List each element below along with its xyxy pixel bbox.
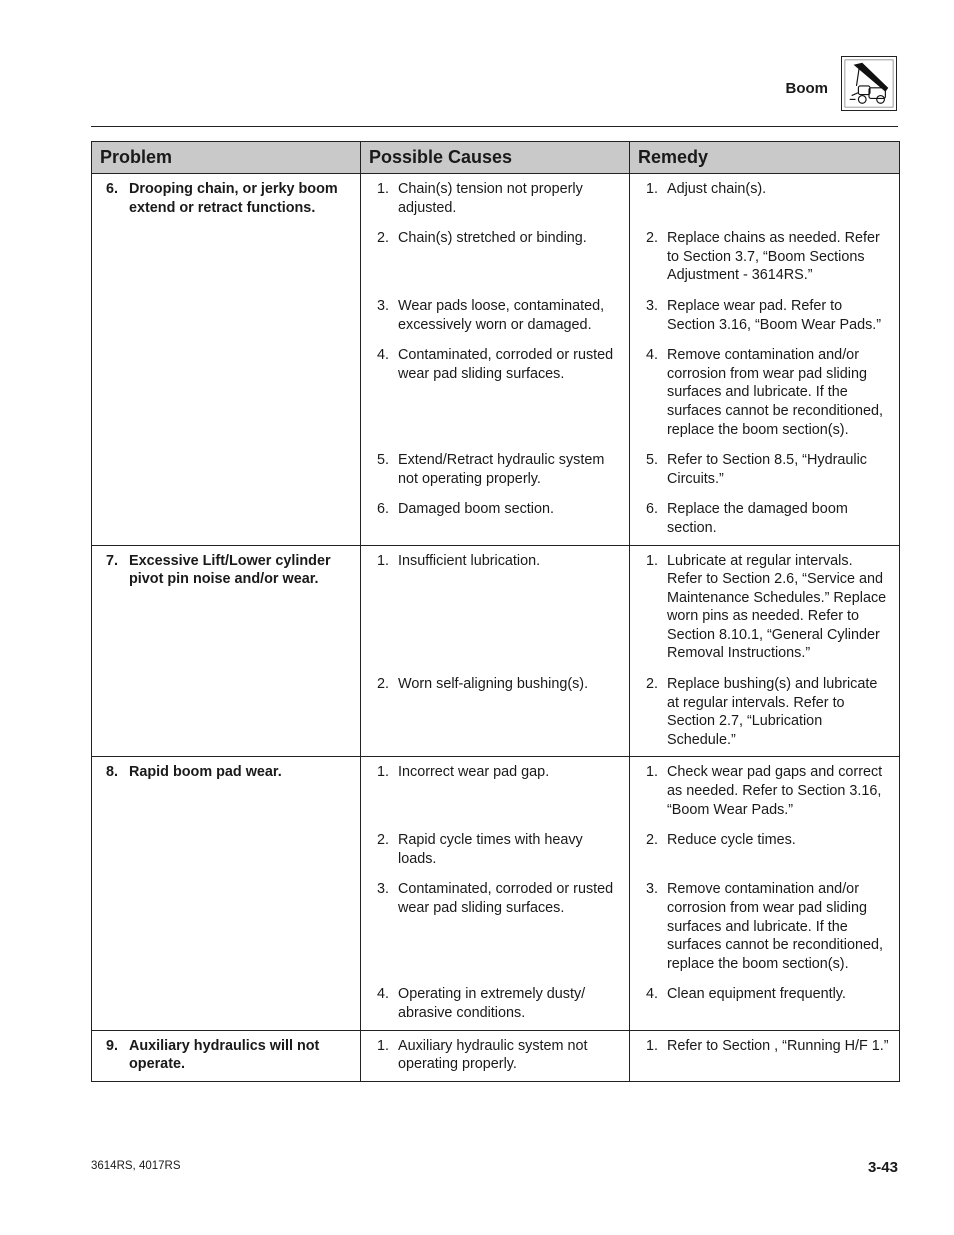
table-row	[92, 297, 900, 346]
cause-item	[361, 1037, 629, 1081]
cause-item	[361, 346, 629, 395]
cause-text: Damaged boom section.	[398, 501, 554, 518]
possible-cause-cell	[361, 1030, 630, 1081]
remedy-item	[630, 1037, 899, 1063]
column-header-possible-causes: Possible Causes	[361, 142, 630, 174]
cause-text: Contaminated, corroded or rusted wear pad sliding surfaces.	[398, 347, 614, 382]
table-row	[92, 346, 900, 451]
remedy-number: 1.	[646, 764, 659, 781]
cause-number: 6.	[377, 501, 390, 518]
remedy-cell	[630, 831, 900, 880]
possible-cause-cell	[361, 757, 630, 831]
cause-text: Rapid cycle times with heavy loads.	[398, 832, 583, 867]
remedy-number: 4.	[646, 347, 659, 364]
table-row	[92, 1030, 900, 1081]
cause-text: Operating in extremely dusty/ abrasive conditions.	[398, 986, 586, 1021]
problem-title: Drooping chain, or jerky boom extend or retract functions.	[129, 181, 338, 216]
remedy-item	[630, 297, 899, 346]
page-number: 3-43	[867, 1159, 898, 1176]
problem-number: 9.	[106, 1037, 119, 1054]
cause-text: Auxiliary hydraulic system not operating properly.	[398, 1037, 588, 1073]
remedy-text: Remove contamination and/or corrosion from wear pad sliding surfaces and lubricate. If the surfaces cannot be reconditioned, replace the boom section(s).	[667, 881, 884, 972]
cause-text: Worn self-aligning bushing(s).	[398, 676, 589, 693]
remedy-number: 2.	[646, 676, 659, 693]
remedy-number: 1.	[646, 1037, 659, 1054]
possible-cause-cell	[361, 545, 630, 675]
table-row	[92, 451, 900, 500]
problem-cell	[92, 545, 361, 675]
remedy-cell	[630, 346, 900, 451]
table-row	[92, 831, 900, 880]
cause-item	[361, 675, 629, 701]
cause-number: 4.	[377, 986, 390, 1003]
remedy-text: Refer to Section , “Running H/F 1.”	[667, 1037, 889, 1054]
footer-models: 3614RS, 4017RS	[91, 1160, 181, 1172]
remedy-text: Lubricate at regular intervals. Refer to Section 2.6, “Service and Maintenance Schedules.” Replace worn pins as needed. Refer to Section 8.10.1, “General Cylinder Removal Instructions.”	[667, 552, 887, 662]
cause-text: Wear pads loose, contaminated, excessively worn or damaged.	[398, 297, 605, 333]
remedy-cell	[630, 880, 900, 985]
remedy-number: 1.	[646, 552, 659, 569]
remedy-number: 1.	[646, 181, 659, 197]
remedy-item	[630, 763, 899, 831]
cause-item	[361, 985, 629, 1029]
cause-item	[361, 831, 629, 880]
problem-cell	[92, 451, 361, 500]
possible-cause-cell	[361, 229, 630, 297]
problem-cell	[92, 831, 361, 880]
cause-item	[361, 297, 629, 346]
section-title: Boom	[785, 80, 828, 97]
cause-number: 1.	[377, 552, 390, 569]
problem-entry	[92, 552, 360, 589]
remedy-cell	[630, 757, 900, 831]
remedy-text: Remove contamination and/or corrosion from wear pad sliding surfaces and lubricate. If the surfaces cannot be reconditioned, replace the boom section(s).	[667, 347, 884, 438]
problem-cell	[92, 500, 361, 545]
remedy-number: 3.	[646, 297, 659, 314]
remedy-cell	[630, 985, 900, 1030]
remedy-item	[630, 346, 899, 451]
remedy-cell	[630, 451, 900, 500]
cause-item	[361, 451, 629, 500]
table-row	[92, 757, 900, 831]
cause-item	[361, 552, 629, 583]
troubleshooting-table	[91, 141, 900, 1082]
table-row	[92, 229, 900, 297]
table-row	[92, 500, 900, 545]
possible-cause-cell	[361, 297, 630, 346]
remedy-text: Refer to Section 8.5, “Hydraulic Circuits.”	[667, 452, 867, 487]
possible-cause-cell	[361, 346, 630, 451]
cause-item	[361, 180, 629, 229]
problem-entry	[92, 763, 360, 782]
problem-number: 6.	[106, 181, 119, 197]
column-header-problem: Problem	[92, 142, 361, 174]
remedy-item	[630, 831, 899, 862]
cause-number: 4.	[377, 347, 390, 364]
problem-cell	[92, 229, 361, 297]
possible-cause-cell	[361, 675, 630, 757]
possible-cause-cell	[361, 174, 630, 230]
problem-cell	[92, 675, 361, 757]
boom-lift-icon	[841, 56, 897, 111]
table-row	[92, 675, 900, 757]
cause-number: 1.	[377, 181, 390, 197]
cause-number: 1.	[377, 764, 390, 781]
cause-item	[361, 880, 629, 929]
possible-cause-cell	[361, 880, 630, 985]
cause-number: 2.	[377, 676, 390, 693]
remedy-text: Check wear pad gaps and correct as needed. Refer to Section 3.16, “Boom Wear Pads.”	[667, 764, 883, 818]
cause-number: 2.	[377, 832, 390, 849]
possible-cause-cell	[361, 831, 630, 880]
remedy-cell	[630, 229, 900, 297]
remedy-cell	[630, 675, 900, 757]
problem-cell	[92, 880, 361, 985]
remedy-number: 6.	[646, 501, 659, 518]
problem-cell	[92, 297, 361, 346]
remedy-item	[630, 500, 899, 544]
cause-text: Insufficient lubrication.	[398, 552, 541, 569]
remedy-cell	[630, 545, 900, 675]
cause-number: 3.	[377, 297, 390, 314]
problem-entry	[92, 1037, 360, 1074]
remedy-text: Adjust chain(s).	[667, 181, 767, 197]
cause-number: 5.	[377, 452, 390, 469]
cause-number: 3.	[377, 881, 390, 898]
problem-number: 8.	[106, 764, 119, 781]
remedy-text: Replace wear pad. Refer to Section 3.16, “Boom Wear Pads.”	[667, 297, 882, 333]
remedy-number: 4.	[646, 986, 659, 1003]
problem-number: 7.	[106, 552, 119, 569]
problem-entry	[92, 180, 360, 217]
problem-cell	[92, 985, 361, 1030]
table-row	[92, 545, 900, 675]
cause-item	[361, 763, 629, 794]
remedy-cell	[630, 1030, 900, 1081]
problem-cell	[92, 1030, 361, 1081]
cause-text: Chain(s) stretched or binding.	[398, 230, 587, 247]
remedy-item	[630, 985, 899, 1011]
possible-cause-cell	[361, 451, 630, 500]
problem-title: Auxiliary hydraulics will not operate.	[129, 1037, 320, 1073]
problem-title: Rapid boom pad wear.	[129, 764, 282, 781]
possible-cause-cell	[361, 500, 630, 545]
remedy-cell	[630, 297, 900, 346]
table-row	[92, 174, 900, 230]
problem-cell	[92, 346, 361, 451]
cause-text: Contaminated, corroded or rusted wear pad sliding surfaces.	[398, 881, 614, 916]
problem-cell	[92, 174, 361, 230]
table-header-row	[92, 142, 900, 174]
table-row	[92, 880, 900, 985]
remedy-text: Replace chains as needed. Refer to Section 3.7, “Boom Sections Adjustment - 3614RS.”	[667, 230, 880, 284]
remedy-text: Reduce cycle times.	[667, 832, 796, 849]
remedy-text: Clean equipment frequently.	[667, 986, 846, 1003]
cause-text: Incorrect wear pad gap.	[398, 764, 550, 781]
cause-item	[361, 500, 629, 526]
problem-title: Excessive Lift/Lower cylinder pivot pin noise and/or wear.	[129, 552, 331, 588]
cause-item	[361, 229, 629, 260]
remedy-item	[630, 229, 899, 297]
remedy-number: 2.	[646, 832, 659, 849]
remedy-text: Replace the damaged boom section.	[667, 501, 848, 536]
remedy-item	[630, 552, 899, 676]
header-rule	[91, 126, 898, 127]
remedy-number: 3.	[646, 881, 659, 898]
cause-text: Chain(s) tension not properly adjusted.	[398, 181, 583, 216]
cause-number: 1.	[377, 1037, 390, 1054]
cause-number: 2.	[377, 230, 390, 247]
table-body	[92, 174, 900, 1082]
cause-text: Extend/Retract hydraulic system not operating properly.	[398, 452, 605, 487]
possible-cause-cell	[361, 985, 630, 1030]
column-header-remedy: Remedy	[630, 142, 900, 174]
table-row	[92, 985, 900, 1030]
remedy-item	[630, 451, 899, 500]
remedy-text: Replace bushing(s) and lubricate at regular intervals. Refer to Section 2.7, “Lubrication Schedule.”	[667, 676, 878, 748]
problem-cell	[92, 757, 361, 831]
remedy-cell	[630, 174, 900, 230]
remedy-number: 2.	[646, 230, 659, 247]
remedy-number: 5.	[646, 452, 659, 469]
remedy-item	[630, 675, 899, 756]
remedy-item	[630, 880, 899, 985]
remedy-cell	[630, 500, 900, 545]
remedy-item	[630, 180, 899, 211]
